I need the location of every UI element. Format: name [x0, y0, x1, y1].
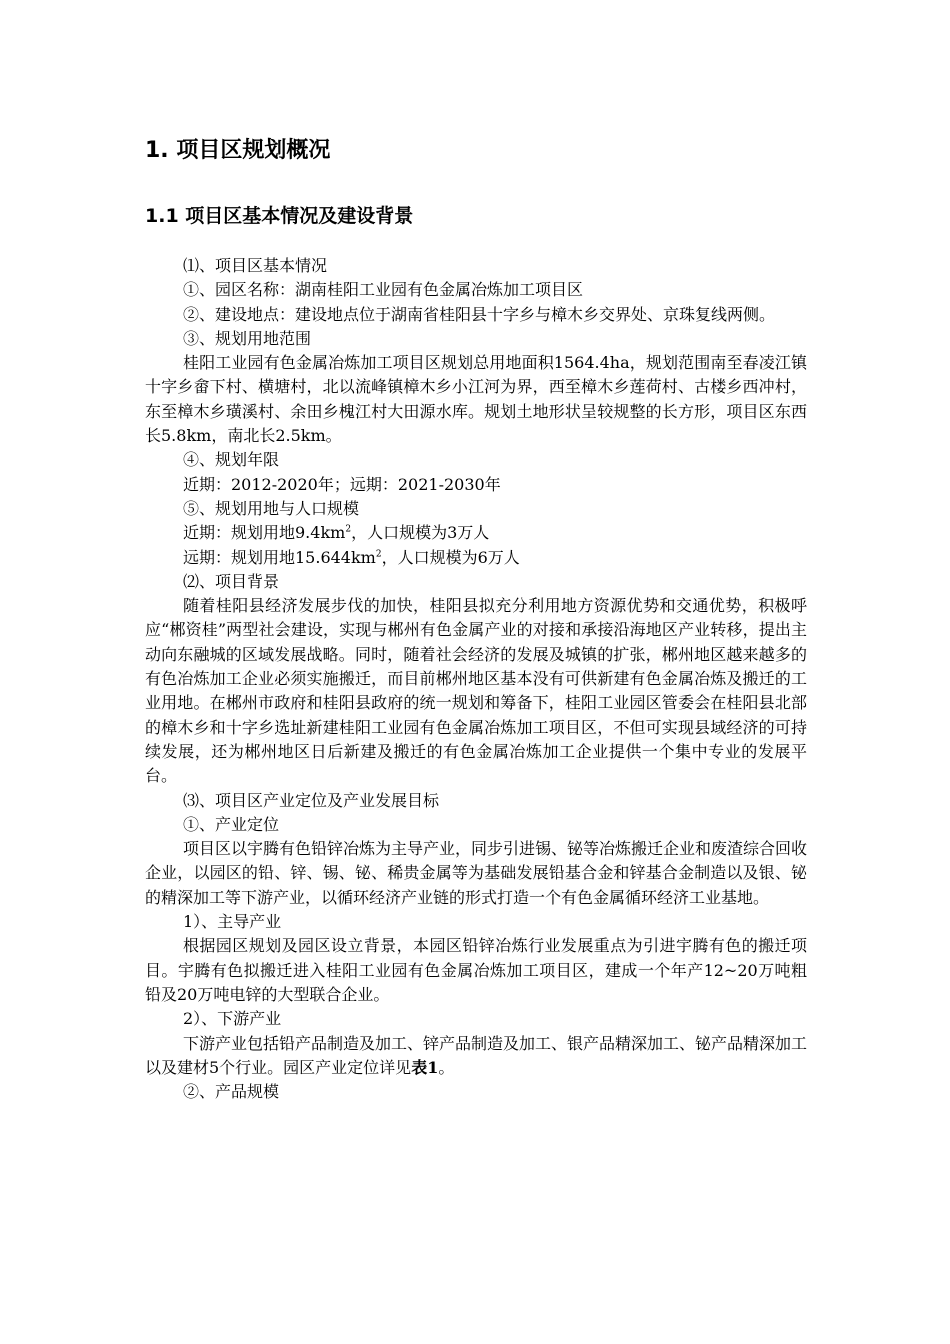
- paragraph-scope-title: ③、规划用地范围: [183, 328, 312, 348]
- paragraph-leading-industry-title: 1）、主导产业: [183, 912, 282, 932]
- body-text: [145, 254, 807, 1104]
- section-heading-1-1: 1.1 项目区基本情况及建设背景: [145, 205, 414, 227]
- paragraph-land-population-title: ⑤、规划用地与人口规模: [183, 498, 360, 518]
- paragraph-leading-industry: 根据园区规划及园区设立背景，本园区铅锌冶炼行业发展重点为引进宇腾有色的搬迁项目。宇腾有色拟搬迁进入桂阳工业园有色金属冶炼加工项目区，建成一个年产12~20万吨粗铅及20万吨电锌的大型联合企业。: [145, 936, 807, 1004]
- near-term-superscript: 2: [345, 524, 352, 535]
- long-term-superscript: 2: [375, 549, 382, 560]
- paragraph-park-name: ①、园区名称：湖南桂阳工业园有色金属冶炼加工项目区: [183, 280, 584, 300]
- paragraph-downstream: [145, 1032, 807, 1081]
- paragraph-background: 随着桂阳县经济发展步伐的加快，桂阳县拟充分利用地方资源优势和交通优势，积极呼应“郴资桂”两型社会建设，实现与郴州有色金属产业的对接和承接沿海地区产业转移，提出主动向东融城的区域发展战略。同时，随着社会经济的发展及城镇的扩张，郴州地区越来越多的有色冶炼加工企业必须实施搬迁，而目前郴州地区基本没有可供新建有色金属冶炼及搬迁的工业用地。在郴州市政府和桂阳县政府的统一规划和筹备下，桂阳工业园区管委会在桂阳县北部的樟木乡和十字乡选址新建桂阳工业园有色金属冶炼加工项目区，不但可实现县域经济的可持续发展，还为郴州地区日后新建及搬迁的有色金属冶炼加工企业提供一个集中专业的发展平台。: [145, 596, 807, 786]
- paragraph-scope: 桂阳工业园有色金属冶炼加工项目区规划总用地面积1564.4ha，规划范围南至春凌江镇十字乡畲下村、横塘村，北以流峰镇樟木乡小江河为界，西至樟木乡莲荷村、古楼乡西冲村，东至樟木乡璜溪村、余田乡槐江村大田源水库。规划土地形状呈较规整的长方形，项目区东西长5.8km，南北长2.5km。: [145, 353, 807, 446]
- long-term-text: 远期：规划用地15.644km: [183, 547, 376, 567]
- paragraph-period: 近期：2012-2020年；远期：2021-2030年: [183, 474, 501, 494]
- paragraph-basic-info-title: ⑴、项目区基本情况: [183, 256, 328, 275]
- paragraph-long-term: [145, 546, 807, 570]
- paragraph-near-term: [145, 521, 807, 545]
- paragraph-positioning-subtitle: ①、产业定位: [183, 814, 280, 834]
- near-term-text: 近期：规划用地9.4km: [183, 523, 346, 543]
- paragraph-product-scale-title: ②、产品规模: [183, 1082, 280, 1102]
- near-term-text-end: ，人口规模为3万人: [351, 523, 490, 543]
- paragraph-background-title: ⑵、项目背景: [183, 571, 280, 591]
- long-term-text-end: ，人口规模为6万人: [381, 547, 520, 567]
- paragraph-period-title: ④、规划年限: [183, 450, 280, 470]
- downstream-text-end: 。: [438, 1057, 455, 1077]
- paragraph-location: ②、建设地点：建设地点位于湖南省桂阳县十字乡与樟木乡交界处、京珠复线两侧。: [183, 304, 776, 324]
- paragraph-positioning-title: ⑶、项目区产业定位及产业发展目标: [183, 790, 440, 810]
- downstream-text: 下游产业包括铅产品制造及加工、锌产品制造及加工、银产品精深加工、铋产品精深加工以及建材5个行业。园区产业定位详见: [145, 1033, 808, 1077]
- paragraph-downstream-title: 2）、下游产业: [183, 1009, 282, 1029]
- section-heading-1: 1. 项目区规划概况: [145, 138, 331, 163]
- paragraph-positioning: 项目区以宇腾有色铅锌冶炼为主导产业，同步引进锡、铋等冶炼搬迁企业和废渣综合回收企业，以园区的铅、锌、锡、铋、稀贵金属等为基础发展铅基合金和锌基合金制造以及银、铋的精深加工等下游产业，以循环经济产业链的形式打造一个有色金属循环经济工业基地。: [145, 839, 808, 907]
- table-reference: 表1: [411, 1057, 439, 1077]
